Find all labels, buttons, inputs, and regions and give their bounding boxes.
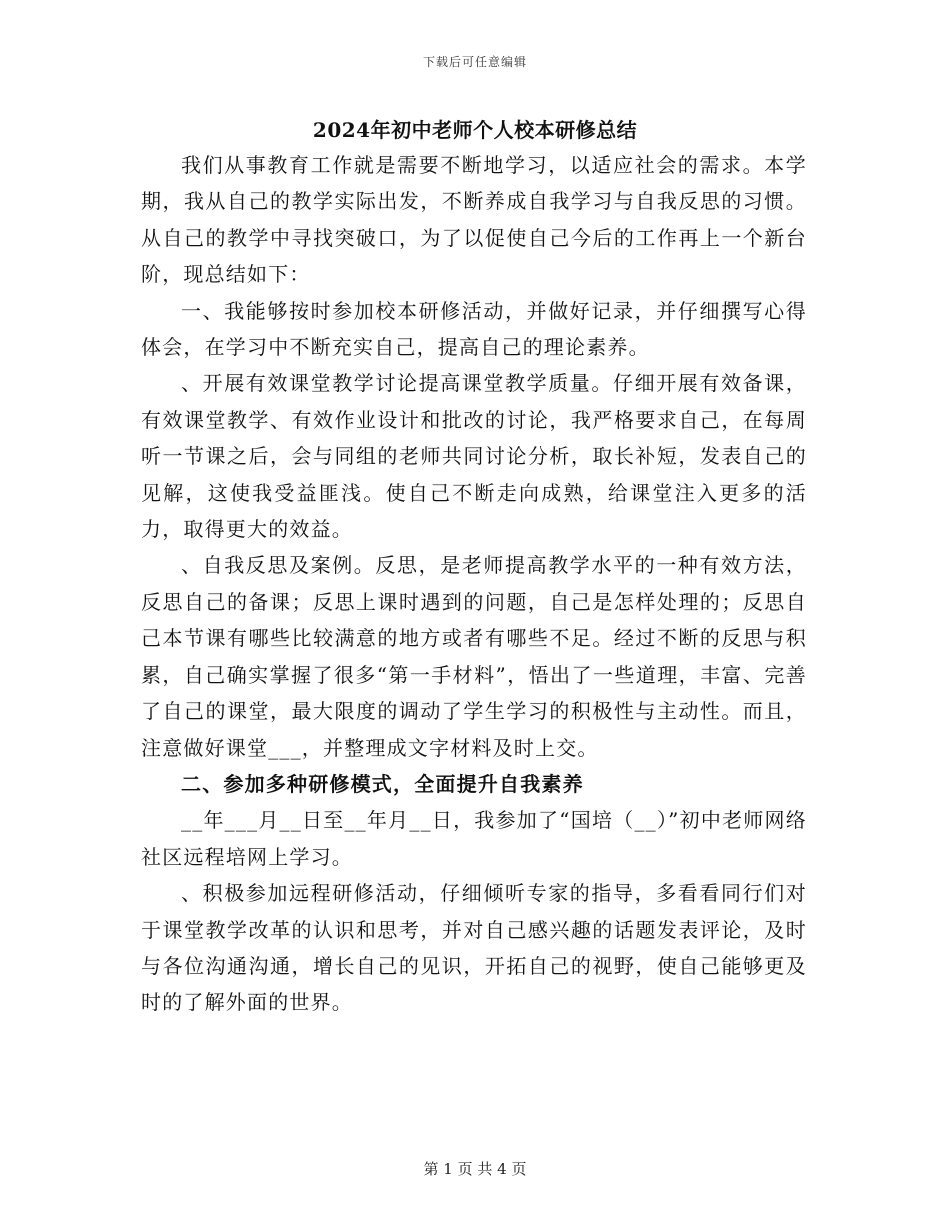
paragraph-remote-training: 、积极参加远程研修活动，仔细倾听专家的指导，多看看同行们对于课堂教学改革的认识和思考，并对自己感兴趣的话题发表评论，及时与各位沟通沟通，增长自己的见识，开拓自己的视野，使自己能够更及时的了解外面的世界。 (141, 881, 807, 1015)
section-heading-2: 二、参加多种研修模式，全面提升自我素养 (181, 771, 584, 796)
paragraph-intro: 我们从事教育工作就是需要不断地学习，以适应社会的需求。本学期，我从自己的教学实际出发，不断养成自我学习与自我反思的习惯。从自己的教学中寻找突破口，为了以促使自己今后的工作再上一个新台阶，现总结如下： (141, 153, 807, 287)
header-note: 下载后可任意编辑 (422, 55, 527, 69)
page-number: 第 1 页 共 4 页 (423, 1160, 527, 1178)
paragraph-point-1: 一、我能够按时参加校本研修活动，并做好记录，并仔细撰写心得体会，在学习中不断充实自己，提高自己的理论素养。 (141, 298, 807, 360)
paragraph-point-3: 、自我反思及案例。反思，是老师提高教学水平的一种有效方法，反思自己的备课；反思上课时遇到的问题，自己是怎样处理的；反思自己本节课有哪些比较满意的地方或者有哪些不足。经过不断的反思与积累，自己确实掌握了很多“第一手材料”，悟出了一些道理，丰富、完善了自己的课堂，最大限度的调动了学生学习的积极性与主动性。而且，注意做好课堂___，并整理成文字材料及时上交。 (141, 553, 807, 760)
paragraph-training-dates: __年___月__日至__年月__日，我参加了“国培（__）”初中老师网络社区远程培网上学习。 (141, 808, 807, 869)
paragraph-point-2: 、开展有效课堂教学讨论提高课堂教学质量。仔细开展有效备课，有效课堂教学、有效作业设计和批改的讨论，我严格要求自己，在每周听一节课之后，会与同组的老师共同讨论分析，取长补短，发表自己的见解，这使我受益匪浅。使自己不断走向成熟，给课堂注入更多的活力，取得更大的效益。 (141, 371, 807, 542)
document-body (141, 147, 807, 1021)
document-title: 2024年初中老师个人校本研修总结 (312, 118, 638, 142)
